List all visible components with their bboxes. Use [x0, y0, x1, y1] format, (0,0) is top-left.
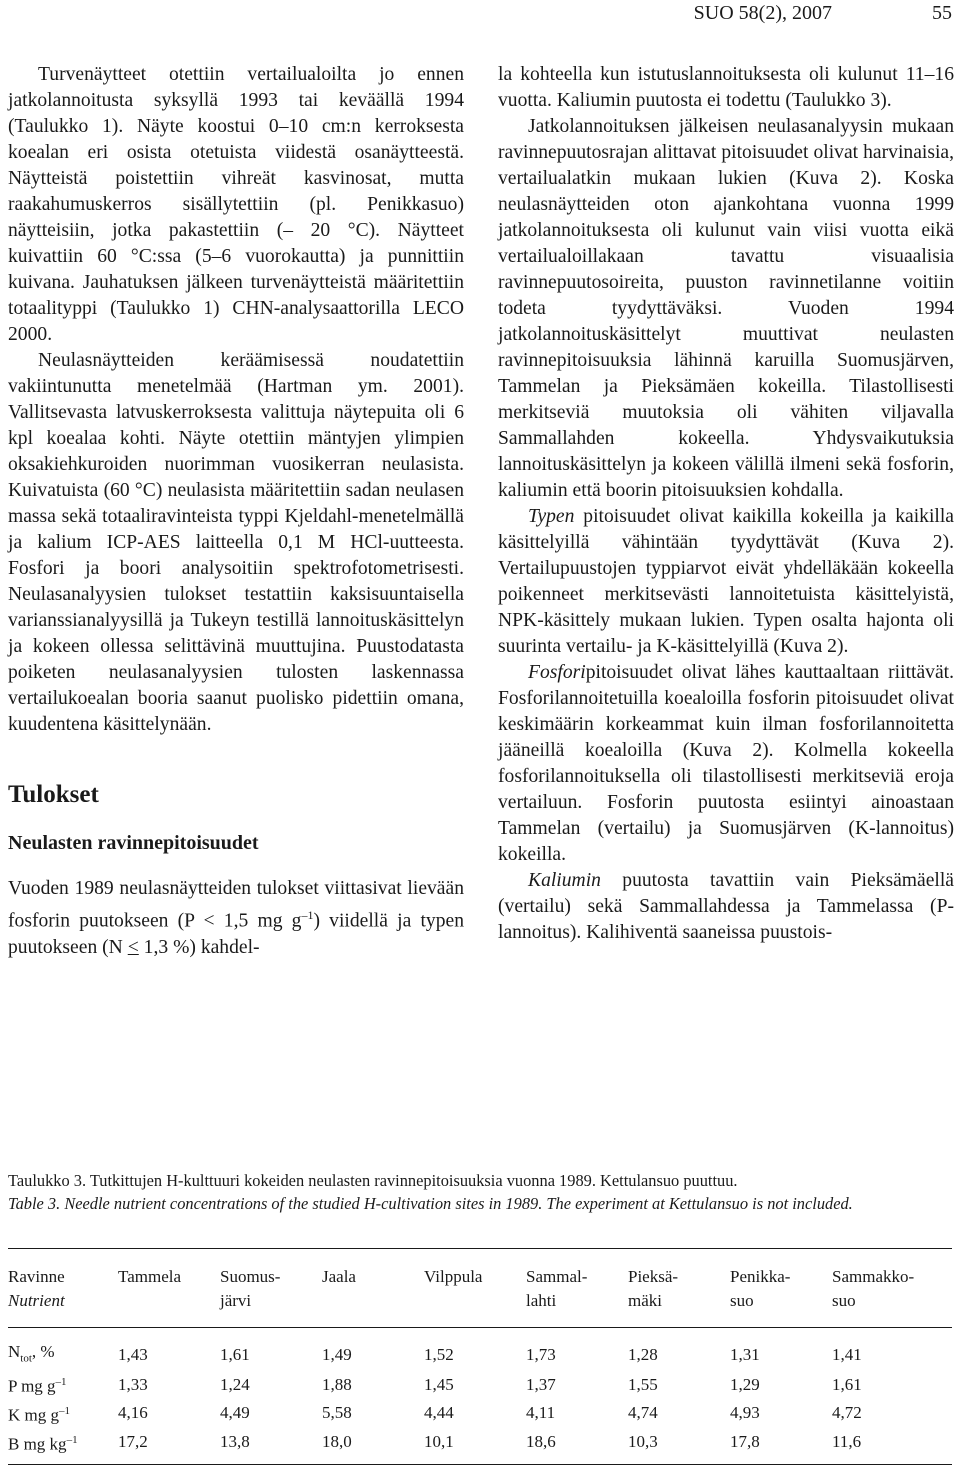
table-cell: 1,33 [118, 1374, 148, 1394]
header-cell: Penikka- [730, 1249, 832, 1290]
table-cell: 4,11 [526, 1403, 556, 1423]
table-cell: 4,49 [220, 1403, 250, 1423]
table-header-row [8, 1249, 952, 1290]
label-text: N [8, 1342, 21, 1361]
table-cell: 4,74 [628, 1403, 658, 1423]
table-cell: 1,52 [424, 1345, 454, 1365]
table-cell: 4,16 [118, 1403, 148, 1423]
header-cell: suo [832, 1289, 952, 1328]
less-equal-symbol: < [127, 936, 139, 958]
header-cell [424, 1289, 526, 1328]
table-row [8, 1428, 952, 1465]
header-cell: Suomus- [220, 1249, 322, 1290]
table-cell: 1,73 [526, 1345, 556, 1365]
label-text: K mg g [8, 1405, 59, 1425]
superscript: –1 [59, 1405, 70, 1418]
table-cell: 1,55 [628, 1374, 658, 1394]
paragraph-nitrogen [498, 504, 954, 660]
table-cell: 17,2 [118, 1428, 220, 1465]
text-run: Vuoden 1989 neulasnäytteiden tulokset viittasivat lievään fosforin puutokseen (P < 1,5 mg g [8, 878, 464, 932]
table-cell: 10,3 [628, 1428, 730, 1465]
page-header [0, 2, 960, 24]
table-cell: 17,8 [730, 1428, 832, 1465]
paragraph-needle-sampling: Neulasnäytteiden keräämisessä noudatettiin vakiintunutta menetelmää (Hartman ym. 2001). Vallitsevasta latvuskerroksesta valittuja näytepuita oli 6 kpl koealaa kohti. Näyte otettiin mäntyjen ylimpien oksakiehkuroiden nuorimman vuosikerran neulasista. Kuivatuista (60 °C) neulasista määritettiin sadan neulasen massa sekä totaaliravinteista typpi Kjeldahl-menetelmällä ja kalium ICP-AES laitteella 0,1 M HCl-uutteesta. Fosfori ja boori analysoitiin spektrofotometrisesti. Neulasanalyysien tulokset testattiin kaksisuuntaisella varianssianalyysillä ja Tukeyn testillä lannoituskäsittelyn ja kokeen ollessa selittävinä muuttujina. Puustodatasta poiketen neulasanalyysien tulosten laskennassa vertailukoealan booria saanut puolisko pidettiin omana, kuudentena käsittelynään. [8, 350, 464, 735]
italic-term: Typen [528, 506, 575, 527]
italic-term: Kaliumin [528, 870, 601, 891]
caption-finnish: Taulukko 3. Tutkittujen H-kulttuuri kokeiden neulasten ravinnepitoisuuksia vuonna 1989. Kettulansuo puuttuu. [8, 1171, 738, 1190]
header-cell: järvi [220, 1289, 322, 1328]
header-cell: Pieksä- [628, 1249, 730, 1290]
text-run: pitoisuudet olivat lähes kauttaaltaan riittävät. Fosforilannoitetuilla koealoilla fosforin pitoisuudet olivat keskimäärin korkeammat kuin ilman fosforilannoitetta jääneillä koealoilla (Kuva 2). Kolmella kokeella fosforilannoituksella oli tilastollisesti merkitseviä eroja vertailuun. Fosforin puutosta esiintyi ainoastaan Tammelan (vertailu) ja Suomusjärven (K-lannoitus) kokeilla. [498, 662, 954, 865]
table-cell: 1,29 [730, 1374, 760, 1394]
table-cell: 1,61 [220, 1345, 250, 1365]
subscript: tot [20, 1352, 32, 1365]
text-run: puutosta tavattiin vain Pieksämäellä (vertailu) sekä Sammallahdessa ja Tammelassa (P-lannoitus). Kalihiventä saaneissa puustois- [498, 870, 954, 943]
table-cell: 1,31 [730, 1345, 760, 1365]
text-run: pitoisuudet olivat kaikilla kokeilla ja kaikilla käsittelyillä vähintään tyydyttävät (Kuva 2). Vertailupuustojen typpiarvot eivät yhdelläkään kokeella poikenneet merkitsevästi lannoitetuista käsittelyistä, NPK-käsittely mukaan lukien. Typen osalta hajonta oli suurinta vertailu- ja K-käsittelyillä (Kuva 2). [498, 506, 954, 657]
superscript: –1 [66, 1433, 78, 1446]
table-cell: 4,93 [730, 1403, 760, 1423]
right-column [498, 62, 954, 946]
table-cell: 1,61 [832, 1374, 862, 1394]
paragraph-results-1989 [8, 876, 464, 961]
left-column [8, 62, 464, 961]
header-cell [118, 1289, 220, 1328]
paragraph-potassium [498, 868, 954, 946]
table-cell: 5,58 [322, 1403, 352, 1423]
table-cell: 11,6 [832, 1428, 952, 1465]
label-text: B mg kg [8, 1434, 67, 1454]
header-cell: Ravinne [8, 1249, 118, 1290]
table-cell: 10,1 [424, 1428, 526, 1465]
superscript: –1 [55, 1376, 67, 1389]
journal-citation: SUO 58(2), 2007 [693, 2, 832, 24]
header-cell: Sammal- [526, 1249, 628, 1290]
caption-english: Table 3. Needle nutrient concentrations of the studied H-cultivation sites in 1989. The experiment at Kettulansuo is not included. [8, 1194, 853, 1213]
header-cell: Tammela [118, 1249, 220, 1290]
page-number: 55 [932, 2, 952, 24]
table-cell: 1,88 [322, 1374, 352, 1394]
table-cell: 4,72 [832, 1403, 862, 1423]
table-cell: 1,37 [526, 1374, 556, 1394]
table-cell: 4,44 [424, 1403, 454, 1423]
table-cell: 18,6 [526, 1428, 628, 1465]
superscript: –1 [301, 908, 314, 922]
row-label [8, 1370, 118, 1399]
italic-term: Fosfori [528, 662, 586, 683]
table-row [8, 1399, 952, 1428]
table-cell: 1,28 [628, 1345, 658, 1365]
header-cell: lahti [526, 1289, 628, 1328]
table-cell: 13,8 [220, 1428, 322, 1465]
table-cell: 1,41 [832, 1345, 862, 1365]
paragraph-peat-sampling: Turvenäytteet otettiin vertailualoilta jo ennen jatkolannoitusta syksyllä 1993 tai keväällä 1994 (Taulukko 1). Näyte koostui 0–10 cm:n kerroksesta koealan eri osista otetuista viidestä osanäytteestä. Näytteistä poistettiin vihreät kasvinosat, mutta raakahumuskerros sisällytettiin (pl. Penikkasuo) näytteisiin, jotka pakastettiin (– 20 °C). Näytteet kuivattiin 60 °C:ssa (5–6 vuorokautta) ja punnittiin kuivana. Jauhatuksen jälkeen turvenäytteistä määritettiin totaalityppi (Taulukko 1) CHN-analysaattorilla LECO 2000. [8, 64, 464, 345]
header-cell: mäki [628, 1289, 730, 1328]
table-header-row [8, 1289, 952, 1328]
subsection-title: Neulasten ravinnepitoisuudet [8, 832, 259, 854]
table-row [8, 1328, 952, 1371]
row-label [8, 1399, 118, 1428]
nutrient-table [8, 1248, 952, 1465]
header-cell: Jaala [322, 1249, 424, 1290]
paragraph-post-fertilization: Jatkolannoituksen jälkeisen neulasanalyysin mukaan ravinnepuutosrajan alittavat pitoisuudet olivat harvinaisia, vertailualatkin mukaan lukien (Kuva 2). Koska neulasnäytteiden oton ajankohtana vuonna 1999 jatkolannoituksesta oli kulunut vain viisi vuotta eikä vertailualoillakaan tavattu visuaalisia ravinnepuutosoireita, puuston ravinnetilanne voitiin todeta tyydyttäväksi. Vuoden 1994 jatkolannoituskäsittelyt muuttivat neulasten ravinnepitoisuuksia lähinnä karuilla Suomusjärven, Tammelan ja Pieksämäen kokeilla. Tilastollisesti merkitseviä muutoksia oli vähiten viljavalla Sammallahden kokeella. Yhdysvaikutuksia lannoituskäsittelyn ja kokeen välillä ilmeni sekä fosforin, kaliumin että boorin pitoisuuksien kohdalla. [498, 116, 954, 501]
label-text: P mg g [8, 1377, 56, 1397]
table-cell: 1,24 [220, 1374, 250, 1394]
table-cell: 1,45 [424, 1374, 454, 1394]
header-cell [322, 1289, 424, 1328]
table-row [8, 1370, 952, 1399]
header-cell: Nutrient [8, 1289, 118, 1328]
text-run: 1,3 %) kahdel- [138, 936, 260, 958]
row-label [8, 1428, 118, 1465]
table-cell: 18,0 [322, 1428, 424, 1465]
header-cell: suo [730, 1289, 832, 1328]
table-cell: 1,43 [118, 1345, 148, 1365]
unit-text: , % [31, 1342, 55, 1361]
table-caption [8, 1169, 952, 1215]
header-cell: Vilppula [424, 1249, 526, 1290]
paragraph-phosphorus [498, 660, 954, 868]
paragraph-continuation: la kohteella kun istutuslannoituksesta oli kulunut 11–16 vuotta. Kaliumin puutosta ei todettu (Taulukko 3). [498, 64, 954, 111]
row-label [8, 1328, 118, 1371]
text-run: ) viidellä ja typen puutokseen (N [8, 910, 464, 958]
table-cell: 1,49 [322, 1345, 352, 1365]
section-title: Tulokset [8, 781, 99, 808]
header-cell: Sammakko- [832, 1249, 952, 1290]
